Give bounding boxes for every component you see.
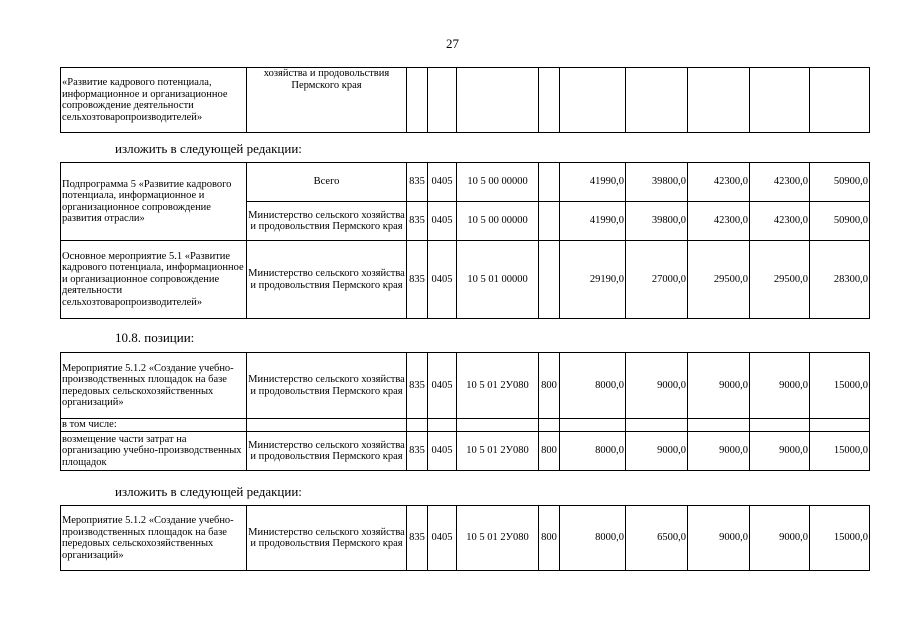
cell-value-2: 9000,0 — [626, 432, 688, 471]
cell-code-admin — [407, 419, 428, 432]
cell-value-3: 9000,0 — [688, 353, 750, 419]
cell-code-type — [539, 419, 560, 432]
cell-code-target — [457, 68, 539, 133]
cell-code-admin: 835 — [407, 506, 428, 571]
cell-value-4: 9000,0 — [750, 432, 810, 471]
cell-value-5: 15000,0 — [810, 432, 870, 471]
cell-value-4: 42300,0 — [750, 202, 810, 241]
cell-value-3: 42300,0 — [688, 202, 750, 241]
cell-value-5 — [810, 68, 870, 133]
cell-value-4 — [750, 68, 810, 133]
row-name: в том числе: — [61, 419, 247, 432]
cell-value-1: 41990,0 — [560, 202, 626, 241]
cell-value-5 — [810, 419, 870, 432]
cell-code-type: 800 — [539, 432, 560, 471]
row-name: «Развитие кадрового потенциала, информационное и организационное сопровождение деятельности сельхозтоваропроизводителей» — [61, 68, 247, 133]
cell-value-3: 42300,0 — [688, 163, 750, 202]
cell-value-3 — [688, 419, 750, 432]
new-edition-table-2 — [60, 505, 870, 571]
cell-code-target — [457, 419, 539, 432]
cell-code-target: 10 5 00 00000 — [457, 163, 539, 202]
cell-value-3: 9000,0 — [688, 432, 750, 471]
table-row — [61, 163, 870, 202]
cell-value-4: 42300,0 — [750, 163, 810, 202]
continuation-table — [60, 67, 870, 133]
new-edition-table-1 — [60, 162, 870, 319]
table-row — [61, 506, 870, 571]
cell-code-section: 0405 — [428, 432, 457, 471]
cell-code-admin: 835 — [407, 432, 428, 471]
row-executor — [247, 419, 407, 432]
cell-value-2 — [626, 68, 688, 133]
cell-code-type — [539, 68, 560, 133]
cell-code-section: 0405 — [428, 506, 457, 571]
cell-value-4 — [750, 419, 810, 432]
cell-value-1: 41990,0 — [560, 163, 626, 202]
cell-value-3 — [688, 68, 750, 133]
cell-value-2: 39800,0 — [626, 202, 688, 241]
cell-value-5: 50900,0 — [810, 163, 870, 202]
row-executor: Министерство сельского хозяйства и продовольствия Пермского края — [247, 353, 407, 419]
row-name: Мероприятие 5.1.2 «Создание учебно-производственных площадок на базе передовых сельскохозяйственных организаций» — [61, 506, 247, 571]
section-heading: изложить в следующей редакции: — [115, 484, 302, 499]
table-row — [61, 241, 870, 319]
cell-value-1: 8000,0 — [560, 353, 626, 419]
cell-value-1: 8000,0 — [560, 432, 626, 471]
cell-value-4: 9000,0 — [750, 353, 810, 419]
cell-code-type — [539, 202, 560, 241]
row-name: Подпрограмма 5 «Развитие кадрового потенциала, информационное и организационное сопровождение развития отрасли» — [61, 163, 247, 241]
cell-code-target: 10 5 01 2У080 — [457, 506, 539, 571]
cell-code-type: 800 — [539, 506, 560, 571]
cell-value-4: 9000,0 — [750, 506, 810, 571]
row-executor: Министерство сельского хозяйства и продовольствия Пермского края — [247, 202, 407, 241]
cell-value-5: 28300,0 — [810, 241, 870, 319]
cell-value-1: 8000,0 — [560, 506, 626, 571]
cell-code-section — [428, 419, 457, 432]
row-executor: Министерство сельского хозяйства и продовольствия Пермского края — [247, 506, 407, 571]
cell-code-section — [428, 68, 457, 133]
table-row — [61, 432, 870, 471]
row-executor: Всего — [247, 163, 407, 202]
cell-code-section: 0405 — [428, 353, 457, 419]
cell-code-section: 0405 — [428, 202, 457, 241]
cell-code-type — [539, 163, 560, 202]
cell-code-section: 0405 — [428, 163, 457, 202]
cell-value-2 — [626, 419, 688, 432]
table-row — [61, 419, 870, 432]
cell-value-2: 27000,0 — [626, 241, 688, 319]
row-executor: Министерство сельского хозяйства и продовольствия Пермского края — [247, 241, 407, 319]
cell-value-1: 29190,0 — [560, 241, 626, 319]
row-name: возмещение части затрат на организацию учебно-производственных площадок — [61, 432, 247, 471]
cell-value-2: 9000,0 — [626, 353, 688, 419]
cell-value-5: 15000,0 — [810, 506, 870, 571]
section-heading: изложить в следующей редакции: — [115, 141, 302, 156]
cell-code-target: 10 5 01 00000 — [457, 241, 539, 319]
cell-code-target: 10 5 00 00000 — [457, 202, 539, 241]
cell-value-2: 6500,0 — [626, 506, 688, 571]
cell-code-admin: 835 — [407, 163, 428, 202]
cell-code-section: 0405 — [428, 241, 457, 319]
cell-value-5: 50900,0 — [810, 202, 870, 241]
cell-value-1 — [560, 68, 626, 133]
table-row — [61, 68, 870, 133]
cell-code-admin: 835 — [407, 202, 428, 241]
table-row — [61, 353, 870, 419]
cell-code-type — [539, 241, 560, 319]
section-heading: 10.8. позиции: — [115, 330, 195, 345]
cell-value-3: 9000,0 — [688, 506, 750, 571]
cell-value-3: 29500,0 — [688, 241, 750, 319]
row-executor: Министерство сельского хозяйства и продовольствия Пермского края — [247, 432, 407, 471]
cell-value-4: 29500,0 — [750, 241, 810, 319]
row-name: Основное мероприятие 5.1 «Развитие кадрового потенциала, информационное и организационное сопровождение деятельности сельхозтоваропроизводителей» — [61, 241, 247, 319]
cell-value-2: 39800,0 — [626, 163, 688, 202]
cell-code-target: 10 5 01 2У080 — [457, 432, 539, 471]
cell-code-admin: 835 — [407, 353, 428, 419]
cell-code-admin: 835 — [407, 241, 428, 319]
cell-code-target: 10 5 01 2У080 — [457, 353, 539, 419]
row-executor: хозяйства и продовольствия Пермского края — [247, 68, 407, 133]
cell-code-type: 800 — [539, 353, 560, 419]
page-number: 27 — [446, 36, 459, 51]
cell-value-1 — [560, 419, 626, 432]
cell-value-5: 15000,0 — [810, 353, 870, 419]
row-name: Мероприятие 5.1.2 «Создание учебно-производственных площадок на базе передовых сельскохозяйственных организаций» — [61, 353, 247, 419]
positions-table — [60, 352, 870, 471]
cell-code-admin — [407, 68, 428, 133]
